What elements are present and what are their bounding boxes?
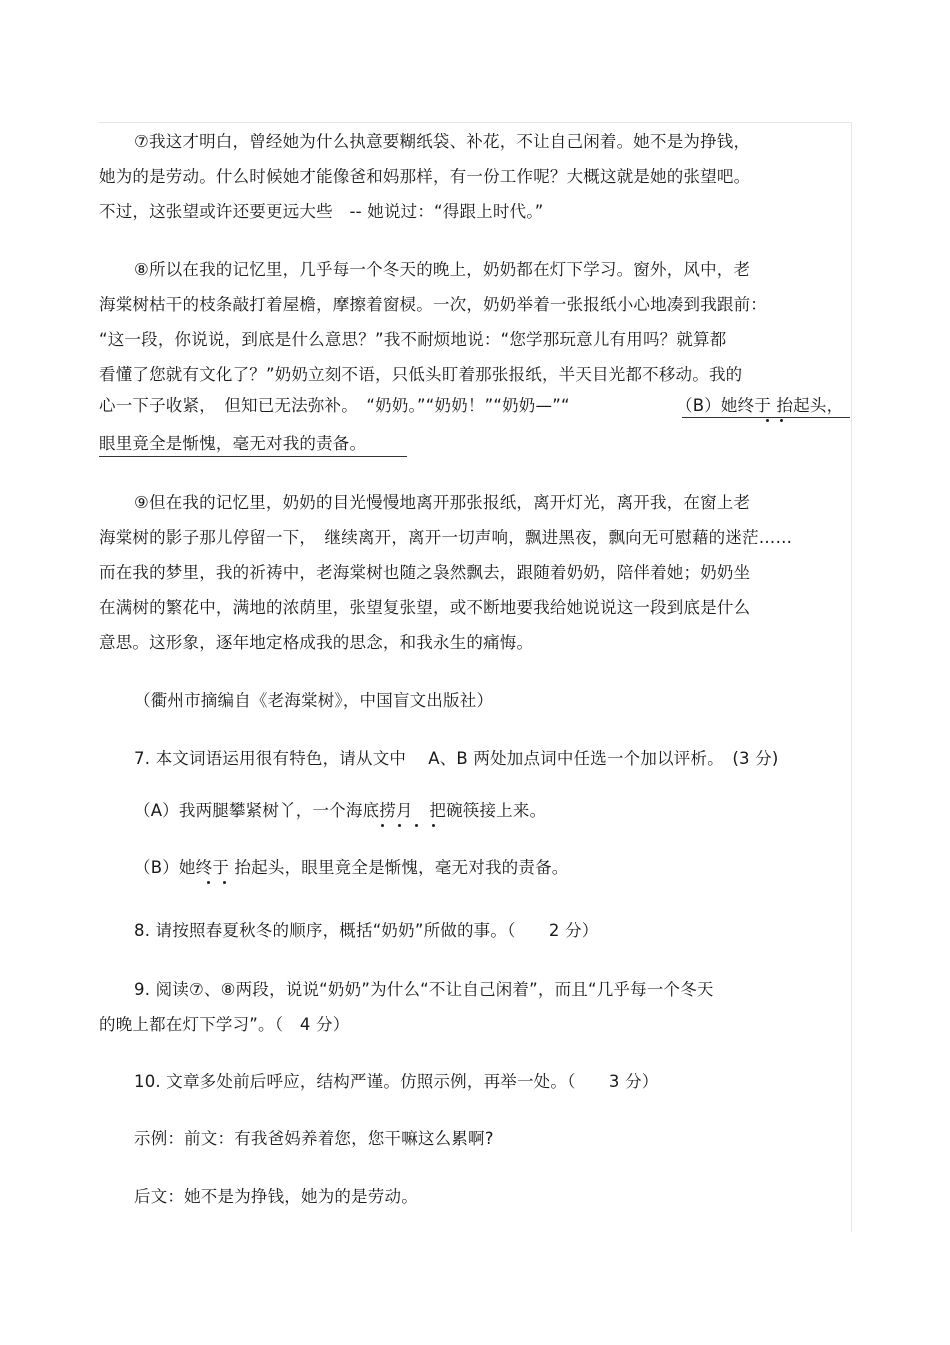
emphasis-dot (780, 419, 783, 422)
para8-line-6: 眼里竟全是惭愧，毫无对我的责备。 (99, 434, 367, 453)
question-9-line-2: 的晚上都在灯下学习”。（ 4 分） (99, 1015, 350, 1034)
source-citation: （衢州市摘编自《老海棠树》，中国盲文出版社） (134, 691, 494, 710)
para8-marked-b: （B）她终于 抬起头， (676, 396, 844, 415)
question-7: 7. 本文词语运用很有特色，请从文中 A、B 两处加点词中任选一个加以评析。 (3 分) (134, 749, 779, 768)
para7-line-2: 她为的是劳动。什么时候她才能像爸和妈那样，有一份工作呢？大概这就是她的张望吧。 (99, 167, 751, 186)
question-9-line-1: 9. 阅读⑦、⑧两段，说说“奶奶”为什么“不让自己闲着”，而且“几乎每一个冬天 (134, 980, 714, 999)
example-front: 示例：前文：有我爸妈养着您，您干嘛这么累啊? (134, 1129, 494, 1148)
para8-line-6-underline (99, 456, 407, 457)
para9-line-5: 意思。这形象，逐年地定格成我的思念，和我永生的痛悔。 (99, 633, 534, 652)
question-10: 10. 文章多处前后呼应，结构严谨。仿照示例，再举一处。（ 3 分） (134, 1072, 659, 1091)
para8-line-1: ⑧所以在我的记忆里，几乎每一个冬天的晚上，奶奶都在灯下学习。窗外，风中，老 (134, 260, 751, 279)
para9-line-1: ⑨但在我的记忆里，奶奶的目光慢慢地离开那张报纸，离开灯光，离开我，在窗上老 (134, 493, 751, 512)
para8-line-3: “这一段，你说说，到底是什么意思？”我不耐烦地说：“您学那玩意儿有用吗？就算都 (99, 330, 727, 349)
question-7-option-b: （B）她终于 抬起头，眼里竟全是惭愧，毫无对我的责备。 (134, 858, 569, 877)
emphasis-dot (766, 419, 769, 422)
question-8: 8. 请按照春夏秋冬的顺序，概括“奶奶”所做的事。（ 2 分） (134, 921, 599, 940)
emphasis-dot (381, 824, 384, 827)
para8-marked-b-underline (682, 417, 850, 418)
question-7-option-a: （A）我两腿攀紧树丫，一个海底捞月 把碗筷接上来。 (134, 801, 547, 820)
para9-line-4: 在满树的繁花中，满地的浓荫里，张望复张望，或不断地要我给她说说这一段到底是什么 (99, 598, 751, 617)
page-border-top (98, 122, 852, 123)
para8-line-4: 看懂了您就有文化了？”奶奶立刻不语，只低头盯着那张报纸，半天目光都不移动。我的 (99, 365, 743, 384)
para7-line-3: 不过，这张望或许还要更远大些 -- 她说过：“得跟上时代。” (99, 202, 544, 221)
emphasis-dot (432, 824, 435, 827)
para8-line-5: 心一下子收紧， 但知已无法弥补。 “奶奶。”“奶奶！”“奶奶—”“ (99, 396, 570, 415)
emphasis-dot (415, 824, 418, 827)
emphasis-dot (223, 881, 226, 884)
emphasis-dot (398, 824, 401, 827)
para8-line-2: 海棠树枯干的枝条敲打着屋檐，摩擦着窗棂。一次，奶奶举着一张报纸小心地凑到我跟前： (99, 295, 767, 314)
para9-line-2: 海棠树的影子那儿停留一下， 继续离开，离开一切声响，飘进黑夜，飘向无可慰藉的迷茫…… (99, 528, 793, 547)
example-back: 后文：她不是为挣钱，她为的是劳动。 (134, 1187, 418, 1206)
page-border-right (851, 122, 852, 1232)
para7-line-1: ⑦我这才明白，曾经她为什么执意要糊纸袋、补花，不让自己闲着。她不是为挣钱， (134, 132, 751, 151)
emphasis-dot (207, 881, 210, 884)
para9-line-3: 而在我的梦里，我的祈祷中，老海棠树也随之袅然飘去，跟随着奶奶，陪伴着她；奶奶坐 (99, 563, 751, 582)
